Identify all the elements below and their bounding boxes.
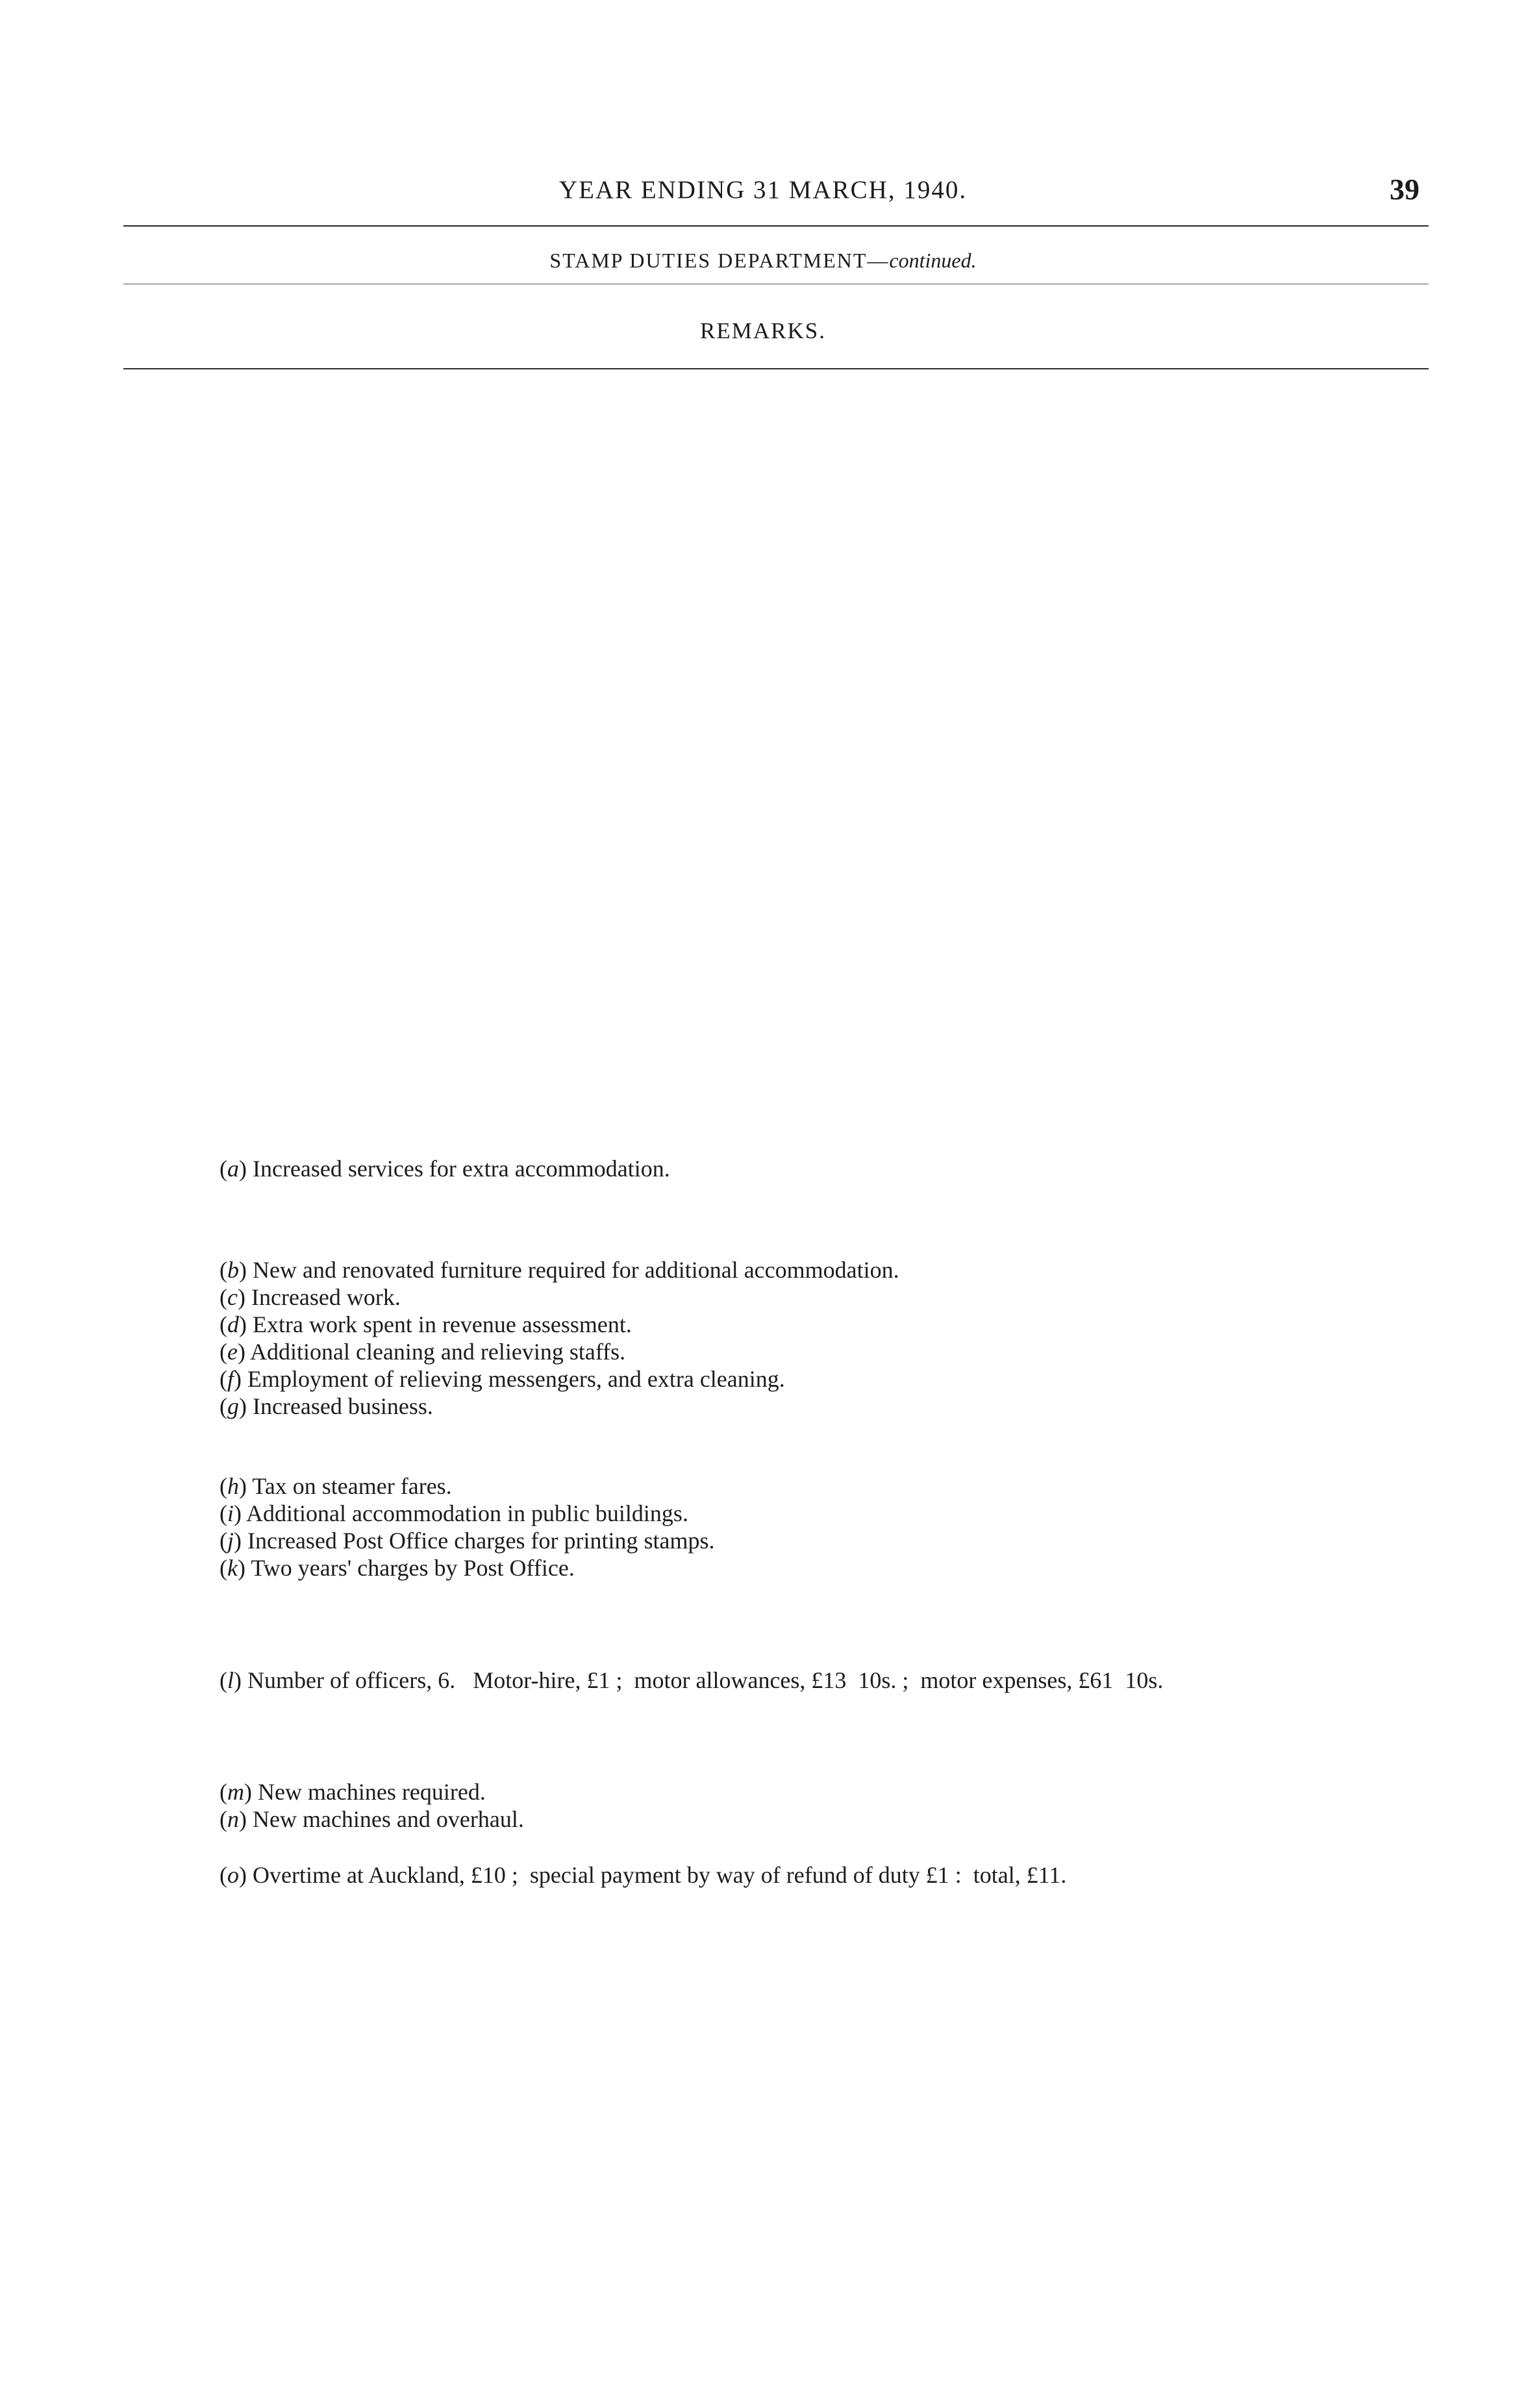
remark-item: (g) Increased business. [219,1393,433,1419]
remark-text: Increased Post Office charges for printing stamps. [247,1528,715,1554]
remark-letter: a [227,1156,239,1182]
remark-text: Increased services for extra accommodation. [253,1156,670,1182]
remark-text: New machines required. [258,1779,486,1805]
remark-text: New machines and overhaul. [253,1806,524,1832]
remark-text: Number of officers, 6. Motor-hire, £1 ; motor allowances, £13 10s. ; motor expenses, £61 10s. [247,1667,1164,1693]
remark-letter: b [227,1257,239,1283]
remark-text: Increased business. [253,1393,433,1419]
remark-letter: o [227,1862,239,1888]
remark-item: (i) Additional accommodation in public buildings. [219,1500,688,1526]
remark-item: (n) New machines and overhaul. [219,1806,524,1832]
remarks-title: REMARKS. [700,318,826,343]
remark-text: Additional cleaning and relieving staffs. [250,1339,626,1365]
remark-letter: k [227,1555,238,1581]
section-title [0,249,1526,273]
remark-text: Two years' charges by Post Office. [251,1555,575,1581]
page-number: 39 [1390,173,1420,206]
department-name: STAMP DUTIES DEPARTMENT— [549,249,890,272]
continued-label: continued. [889,249,977,272]
remark-letter: e [227,1339,238,1365]
remark-letter: j [227,1528,234,1554]
remark-letter: m [227,1779,244,1805]
remark-item: (d) Extra work spent in revenue assessment. [219,1311,632,1337]
remark-item: (h) Tax on steamer fares. [219,1473,452,1499]
remark-text: Increased work. [251,1284,401,1310]
remark-text: Extra work spent in revenue assessment. [253,1311,632,1337]
remark-item: (j) Increased Post Office charges for printing stamps. [219,1528,715,1554]
remark-item: (o) Overtime at Auckland, £10 ; special payment by way of refund of duty £1 : total, £11. [219,1862,1067,1888]
page-header-title: YEAR ENDING 31 MARCH, 1940. [558,176,968,204]
remark-letter: g [227,1393,239,1419]
remark-text: New and renovated furniture required for additional accommodation. [253,1257,899,1283]
remark-letter: d [227,1311,239,1337]
remark-letter: n [227,1806,239,1832]
remark-letter: i [227,1500,234,1526]
remark-item: (l) Number of officers, 6. Motor-hire, £1 ; motor allowances, £13 10s. ; motor expenses, £61 10s. [219,1667,1164,1693]
remarks-rule [123,368,1429,369]
remark-text: Tax on steamer fares. [252,1473,452,1499]
remark-text: Employment of relieving messengers, and extra cleaning. [247,1366,785,1392]
remark-letter: c [227,1284,238,1310]
remark-text: Additional accommodation in public buildings. [246,1500,688,1526]
remark-item: (c) Increased work. [219,1284,401,1310]
remark-item: (a) Increased services for extra accommodation. [219,1156,670,1182]
remark-item: (e) Additional cleaning and relieving staffs. [219,1339,626,1365]
remark-item: (b) New and renovated furniture required for additional accommodation. [219,1257,899,1283]
remark-text: Overtime at Auckland, £10 ; special payment by way of refund of duty £1 : total, £11. [253,1862,1067,1888]
remark-item: (k) Two years' charges by Post Office. [219,1555,575,1581]
remark-letter: h [227,1473,239,1499]
header-rule [123,225,1429,227]
remark-letter: l [227,1667,234,1693]
remark-item: (f) Employment of relieving messengers, and extra cleaning. [219,1366,785,1392]
remark-letter: f [227,1366,234,1392]
remark-item: (m) New machines required. [219,1779,486,1805]
